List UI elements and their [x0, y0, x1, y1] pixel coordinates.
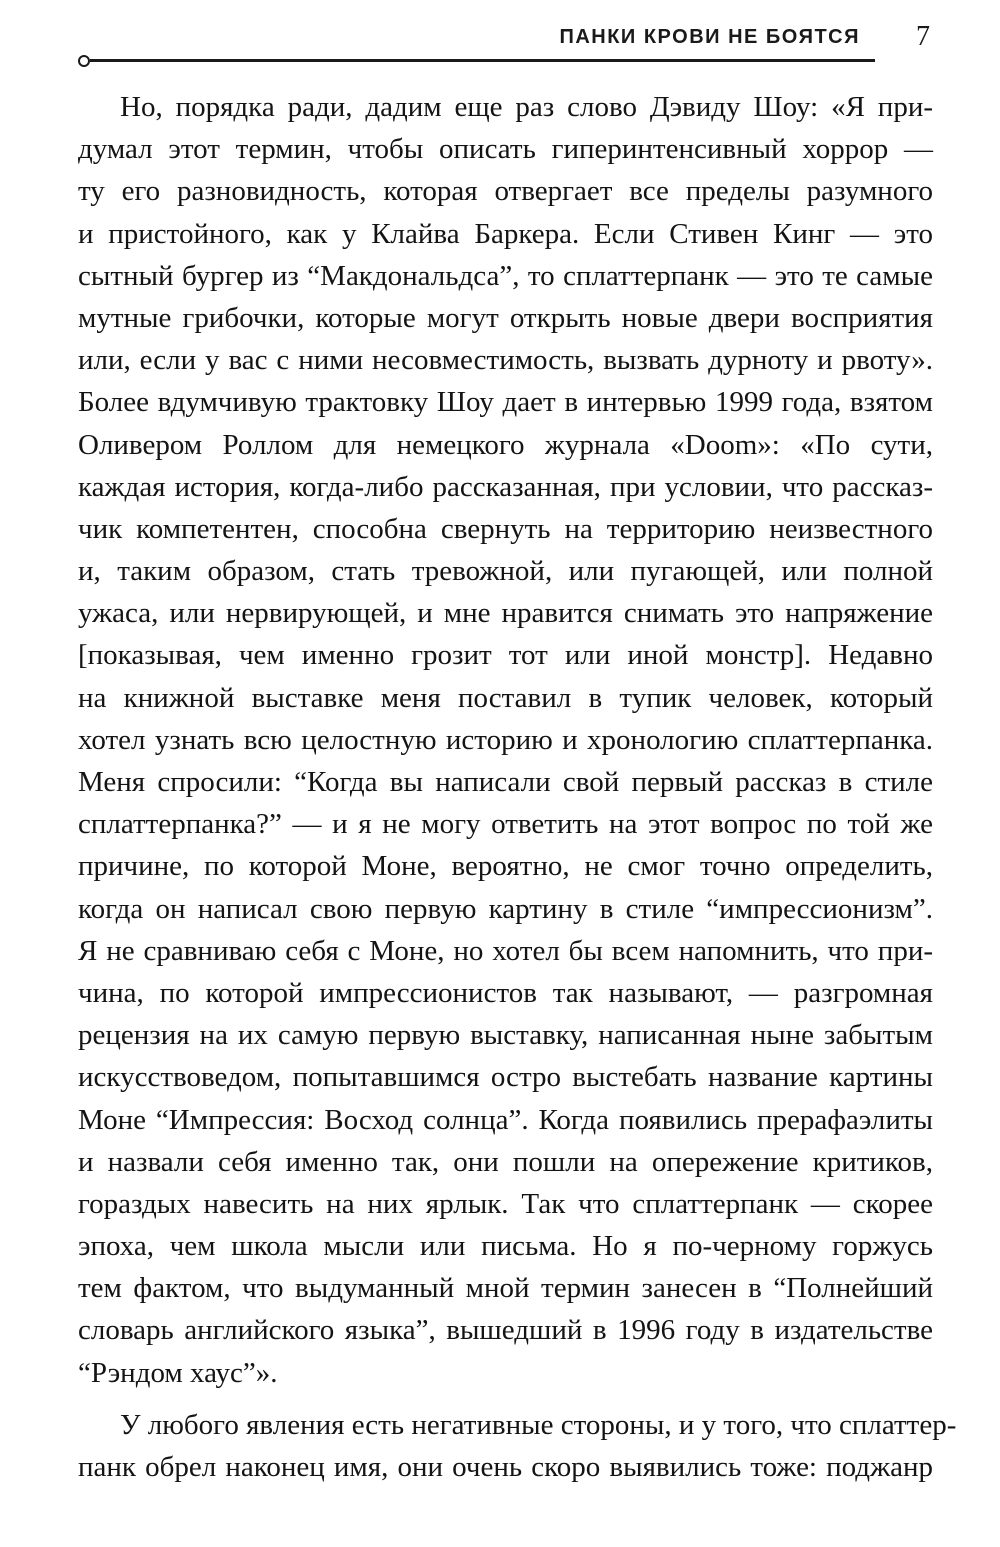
- text-line: чина, по которой импрессионистов так называют, — разгромная: [78, 976, 933, 1009]
- text-line: эпоха, чем школа мысли или письма. Но я по-черному горжусь: [78, 1230, 933, 1263]
- text-line: Моне “Импрессия: Восход солнца”. Когда появились прерафаэлиты: [78, 1103, 933, 1136]
- text-line: ужаса, или нервирующей, и мне нравится снимать это напряжение: [78, 597, 933, 630]
- text-line: сытный бургер из “Макдональдса”, то сплаттерпанк — это те самые: [78, 259, 933, 292]
- text-line: и пристойного, как у Клайва Баркера. Если Стивен Кинг — это: [78, 217, 933, 250]
- text-line: [показывая, чем именно грозит тот или иной монстр]. Недавно: [78, 639, 933, 672]
- text-line: Более вдумчивую трактовку Шоу дает в интервью 1999 года, взятом: [78, 386, 933, 419]
- text-line: сплаттерпанка?” — и я не могу ответить на этот вопрос по той же: [78, 808, 933, 841]
- text-line: рецензия на их самую первую выставку, написанная ныне забытым: [78, 1019, 933, 1052]
- header-rule-line: [90, 59, 875, 62]
- paragraph-2: [78, 1404, 957, 1488]
- running-title: ПАНКИ КРОВИ НЕ БОЯТСЯ: [559, 26, 860, 48]
- page-number: 7: [916, 21, 930, 52]
- text-line: чик компетентен, способна свернуть на территорию неизвестного: [78, 512, 933, 545]
- text-line: У любого явления есть негативные стороны, и у того, что сплаттер-: [120, 1408, 957, 1441]
- text-line: думал этот термин, чтобы описать гиперинтенсивный хоррор —: [78, 133, 933, 166]
- text-line: когда он написал свою первую картину в стиле “импрессионизм”.: [78, 892, 933, 925]
- running-header: [0, 0, 1000, 75]
- text-line: или, если у вас с ними несовместимость, вызвать дурноту и рвоту».: [78, 344, 933, 377]
- body-text: [78, 86, 957, 1488]
- text-line: Меня спросили: “Когда вы написали свой первый рассказ в стиле: [78, 766, 933, 798]
- text-line: на книжной выставке меня поставил в тупик человек, который: [78, 681, 933, 714]
- text-line: мутные грибочки, которые могут открыть новые двери восприятия: [78, 301, 933, 334]
- text-line: и, таким образом, стать тревожной, или пугающей, или полной: [78, 555, 933, 588]
- text-line: словарь английского языка”, вышедший в 1996 году в издательстве: [78, 1314, 933, 1347]
- text-line: гораздых навесить на них ярлык. Так что сплаттерпанк — скорее: [78, 1187, 933, 1220]
- text-line: Но, порядка ради, дадим еще раз слово Дэвиду Шоу: «Я при-: [120, 91, 933, 123]
- text-line: хотел узнать всю целостную историю и хронологию сплаттерпанка.: [78, 723, 933, 756]
- text-line: искусствоведом, попытавшимся остро выстебать название картины: [78, 1061, 933, 1094]
- text-line: и назвали себя именно так, они пошли на опережение критиков,: [78, 1145, 933, 1178]
- text-line: “Рэндом хаус”».: [78, 1356, 278, 1389]
- paragraph-1: [78, 86, 933, 1394]
- header-rule-dot: [78, 55, 90, 67]
- text-line: каждая история, когда-либо рассказанная, при условии, что рассказ-: [78, 470, 933, 503]
- text-line: Оливером Роллом для немецкого журнала «Doom»: «По сути,: [78, 428, 933, 461]
- text-line: панк обрел наконец имя, они очень скоро выявились тоже: поджанр: [78, 1451, 933, 1483]
- text-line: ту его разновидность, которая отвергает все пределы разумного: [78, 175, 933, 208]
- text-line: Я не сравниваю себя с Моне, но хотел бы всем напомнить, что при-: [78, 934, 933, 967]
- text-line: тем фактом, что выдуманный мной термин занесен в “Полнейший: [78, 1272, 933, 1305]
- text-line: причине, по которой Моне, вероятно, не смог точно определить,: [78, 850, 933, 883]
